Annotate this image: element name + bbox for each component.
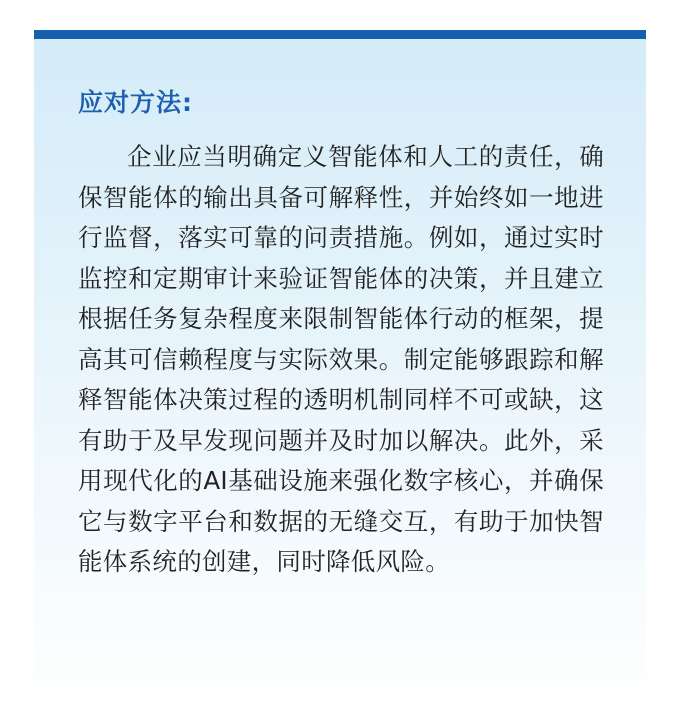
section-body-paragraph: 企业应当明确定义智能体和人工的责任，确保智能体的输出具备可解释性，并始终如一地进行监督，落实可靠的问责措施。例如，通过实时监控和定期审计来验证智能体的决策，并且建立根据任务复杂程度来限制智能体行动的框架，提高其可信赖程度与实际效果。制定能够跟踪和解释智能体决策过程的透明机制同样不可或缺，这有助于及早发现问题并及时加以解决。此外，采用现代化的AI基础设施来强化数字核心，并确保它与数字平台和数据的无缝交互，有助于加快智能体系统的创建，同时降低风险。 bbox=[78, 142, 604, 576]
accent-top-bar bbox=[34, 30, 646, 39]
content-card bbox=[34, 30, 646, 714]
section-heading: 应对方法: bbox=[78, 88, 193, 117]
